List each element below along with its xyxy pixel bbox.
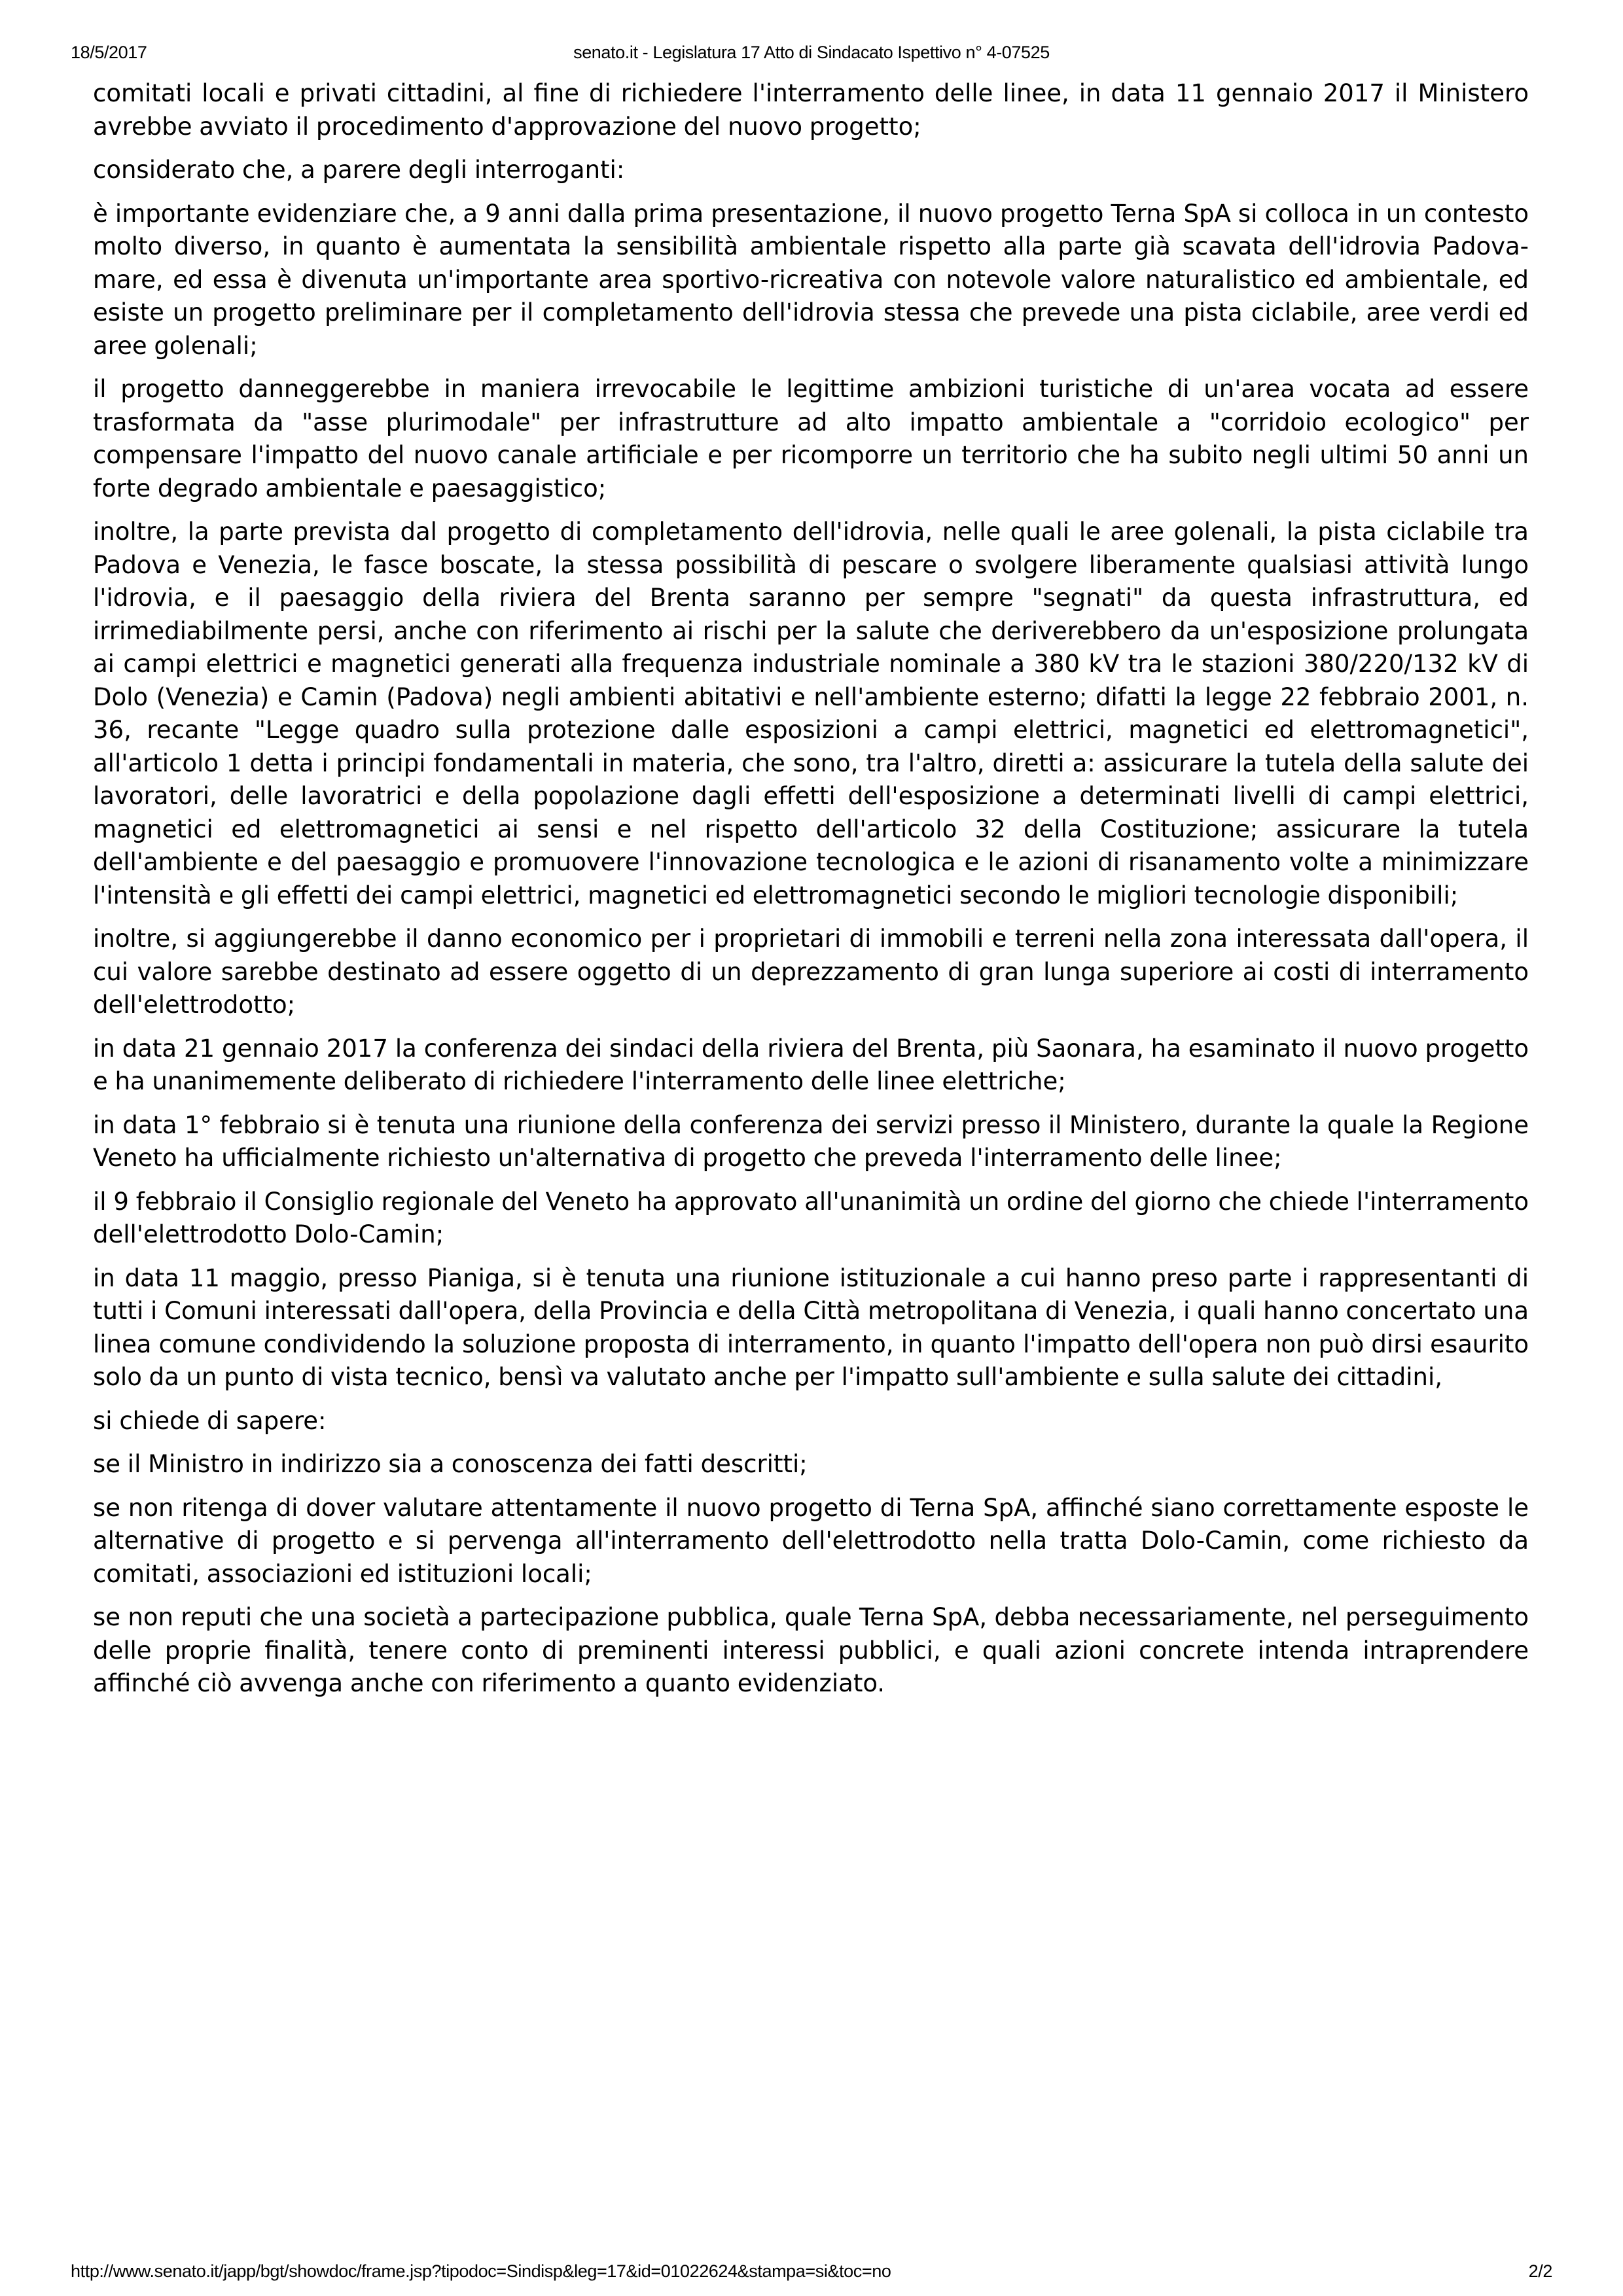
print-header bbox=[0, 39, 1623, 65]
page-number: 2/2 bbox=[1528, 2261, 1552, 2281]
page-url: http://www.senato.it/japp/bgt/showdoc/frame.jsp?tipodoc=Sindisp&leg=17&id=01022624&stampa=si&toc=no bbox=[71, 2261, 891, 2281]
document-body bbox=[93, 77, 1529, 1711]
paragraph: se il Ministro in indirizzo sia a conoscenza dei fatti descritti; bbox=[93, 1450, 808, 1478]
paragraph: è importante evidenziare che, a 9 anni dalla prima presentazione, il nuovo progetto Terna SpA si colloca in un contesto molto diverso, in quanto è aumentata la sensibilità ambientale rispetto alla parte già scavata dell'idrovia Padova-mare, ed essa è divenuta un'importante area sportivo-ricreativa con notevole valore naturalistico ed ambientale, ed esiste un progetto preliminare per il completamento dell'idrovia stessa che prevede una pista ciclabile, aree verdi ed aree golenali; bbox=[93, 199, 1529, 360]
print-footer bbox=[0, 2258, 1623, 2284]
paragraph: se non reputi che una società a partecipazione pubblica, quale Terna SpA, debba necessariamente, nel perseguimento delle proprie finalità, tenere conto di preminenti interessi pubblici, e quali azioni concrete intenda intraprendere affinché ciò avvenga anche con riferimento a quanto evidenziato. bbox=[93, 1603, 1529, 1697]
print-date: 18/5/2017 bbox=[71, 43, 147, 62]
paragraph: considerato che, a parere degli interroganti: bbox=[93, 156, 625, 184]
paragraph: comitati locali e privati cittadini, al fine di richiedere l'interramento delle linee, in data 11 gennaio 2017 il Ministero avrebbe avviato il procedimento d'approvazione del nuovo progetto; bbox=[93, 79, 1529, 141]
paragraph: in data 1° febbraio si è tenuta una riunione della conferenza dei servizi presso il Ministero, durante la quale la Regione Veneto ha ufficialmente richiesto un'alternativa di progetto che preveda l'interramento delle linee; bbox=[93, 1110, 1529, 1172]
paragraph: il 9 febbraio il Consiglio regionale del Veneto ha approvato all'unanimità un ordine del giorno che chiede l'interramento dell'elettrodotto Dolo-Camin; bbox=[93, 1187, 1529, 1248]
paragraph: si chiede di sapere: bbox=[93, 1406, 327, 1435]
paragraph: il progetto danneggerebbe in maniera irrevocabile le legittime ambizioni turistiche di un'area vocata ad essere trasformata da "asse plurimodale" per infrastrutture ad alto impatto ambientale a "corridoio ecologico" per compensare l'impatto del nuovo canale artificiale e per ricomporre un territorio che ha subito negli ultimi 50 anni un forte degrado ambientale e paesaggistico; bbox=[93, 375, 1529, 503]
paragraph: in data 11 maggio, presso Pianiga, si è tenuta una riunione istituzionale a cui hanno preso parte i rappresentanti di tutti i Comuni interessati dall'opera, della Provincia e della Città metropolitana di Venezia, i quali hanno concertato una linea comune condividendo la soluzione proposta di interramento, in quanto l'impatto dell'opera non può dirsi esaurito solo da un punto di vista tecnico, bensì va valutato anche per l'impatto sull'ambiente e sulla salute dei cittadini, bbox=[93, 1263, 1529, 1391]
document-title: senato.it - Legislatura 17 Atto di Sindacato Ispettivo n° 4-07525 bbox=[573, 43, 1050, 62]
paragraph: inoltre, la parte prevista dal progetto di completamento dell'idrovia, nelle quali le aree golenali, la pista ciclabile tra Padova e Venezia, le fasce boscate, la stessa possibilità di pescare o svolgere liberamente qualsiasi attività lungo l'idrovia, e il paesaggio della riviera del Brenta saranno per sempre "segnati" da questa infrastruttura, ed irrimediabilmente persi, anche con riferimento ai rischi per la salute che deriverebbero da un'esposizione prolungata ai campi elettrici e magnetici generati alla frequenza industriale nominale a 380 kV tra le stazioni 380/220/132 kV di Dolo (Venezia) e Camin (Padova) negli ambienti abitativi e nell'ambiente esterno; difatti la legge 22 febbraio 2001, n. 36, recante "Legge quadro sulla protezione dalle esposizioni a campi elettrici, magnetici ed elettromagnetici", all'articolo 1 detta i principi fondamentali in materia, che sono, tra l'altro, diretti a: assicurare la tutela della salute dei lavoratori, delle lavoratrici e della popolazione dagli effetti dell'esposizione a determinati livelli di campi elettrici, magnetici ed elettromagnetici ai sensi e nel rispetto dell'articolo 32 della Costituzione; assicurare la tutela dell'ambiente e del paesaggio e promuovere l'innovazione tecnologica e le azioni di risanamento volte a minimizzare l'intensità e gli effetti dei campi elettrici, magnetici ed elettromagnetici secondo le migliori tecnologie disponibili; bbox=[93, 518, 1529, 910]
paragraph: se non ritenga di dover valutare attentamente il nuovo progetto di Terna SpA, affinché siano correttamente esposte le alternative di progetto e si pervenga all'interramento dell'elettrodotto nella tratta Dolo-Camin, come richiesto da comitati, associazioni ed istituzioni locali; bbox=[93, 1493, 1529, 1588]
paragraph: inoltre, si aggiungerebbe il danno economico per i proprietari di immobili e terreni nella zona interessata dall'opera, il cui valore sarebbe destinato ad essere oggetto di un deprezzamento di gran lunga superiore ai costi di interramento dell'elettrodotto; bbox=[93, 925, 1529, 1019]
paragraph: in data 21 gennaio 2017 la conferenza dei sindaci della riviera del Brenta, più Saonara, ha esaminato il nuovo progetto e ha unanimemente deliberato di richiedere l'interramento delle linee elettriche; bbox=[93, 1034, 1529, 1095]
